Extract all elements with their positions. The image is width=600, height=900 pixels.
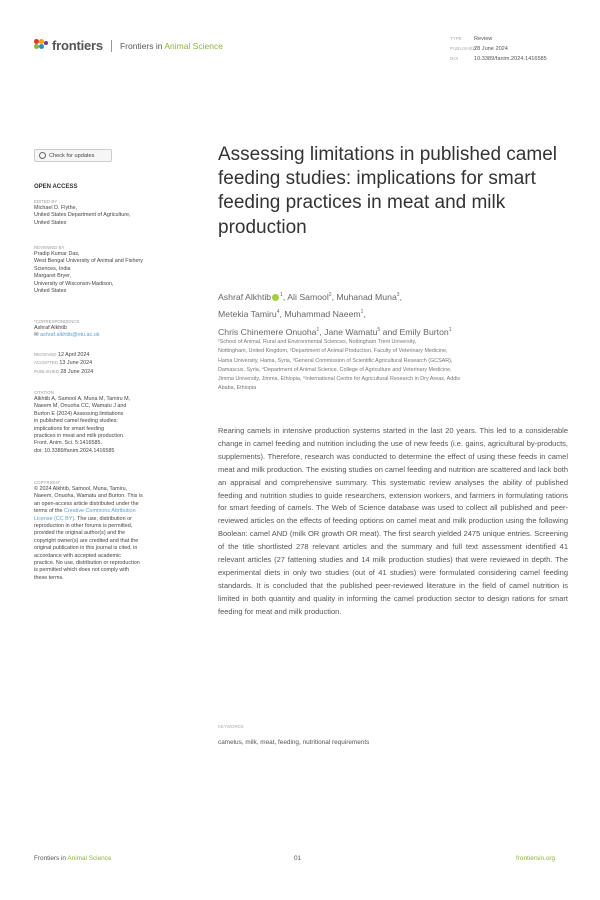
- correspondence-label: *CORRESPONDENCE: [34, 319, 80, 324]
- journal-name[interactable]: [120, 41, 223, 51]
- keywords: camelus, milk, meat, feeding, nutritional requirements: [218, 739, 370, 746]
- affiliation-ref: 5: [377, 326, 381, 333]
- open-access-label: OPEN ACCESS: [34, 184, 78, 190]
- citation-line: in published camel feeding studies:: [34, 418, 118, 425]
- meta-label: DOI: [450, 56, 459, 61]
- copyright-line: reproduction in other forums is permitted,: [34, 523, 133, 530]
- footer-site-link[interactable]: frontiersin.org: [516, 855, 556, 862]
- reviewer-line: University of Wisconsin-Madison,: [34, 280, 114, 287]
- date-published: [34, 368, 194, 376]
- brand-name: frontiers: [52, 38, 103, 53]
- footer-journal[interactable]: [34, 855, 111, 862]
- copyright-line: Naeem, Onuoha, Wamatu and Burton. This is: [34, 493, 143, 500]
- author-name[interactable]: Ali Samool: [287, 291, 329, 302]
- copyright-text: terms of the: [34, 508, 64, 515]
- copyright-text: . The use, distribution or: [74, 515, 132, 522]
- footer-journal-prefix: Frontiers in: [34, 855, 68, 862]
- correspondence-name: Ashraf Alkhtib: [34, 325, 67, 331]
- reviewer-line: Pradip Kumar Das,: [34, 251, 80, 257]
- meta-doi[interactable]: [450, 54, 547, 64]
- reviewer-line: Sciences, India: [34, 265, 71, 272]
- affiliation-line: Jimma University, Jimma, Ethiopia, ⁵International Centre for Agricultural Research in Dry Areas, Addis: [218, 376, 461, 383]
- article-title: Assessing limitations in published camel feeding studies: implications for smart feeding practices in meat and milk production: [218, 144, 557, 238]
- citation-line: Front. Anim. Sci. 5:1416585.: [34, 440, 103, 447]
- citation-line: Alkhtib A, Samool A, Muna M, Tamiru M,: [34, 396, 131, 402]
- refresh-icon: [39, 152, 46, 159]
- date-value: 12 April 2024: [57, 352, 90, 358]
- affiliation-line: Damascus, Syria, ⁴Department of Animal Science, College of Agriculture and Veterinary Medicine,: [218, 366, 452, 373]
- author-line: Ashraf Alkhtib $^1$, Ali Samool$^2$, Muhanad Muna$^3$,: [218, 291, 402, 302]
- copyright-line: © 2024 Alkhtib, Samool, Muna, Tamiru,: [34, 486, 128, 492]
- author-name[interactable]: and Emily Burton: [382, 326, 449, 337]
- editor-line: Michael D. Flythe,: [34, 205, 78, 211]
- affiliation-line: ¹School of Animal, Rural and Environmental Sciences, Nottingham Trent University,: [218, 339, 417, 345]
- affiliation-line: Ababa, Ethiopia: [218, 385, 257, 392]
- edited-by-block: [34, 198, 194, 227]
- affiliation-ref: 1: [448, 326, 452, 333]
- copyright-line: these terms.: [34, 574, 64, 581]
- citation-block: [34, 389, 194, 455]
- citation-line[interactable]: doi: 10.3389/fanim.2024.1416585: [34, 447, 115, 454]
- author-name[interactable]: Jane Wamatu: [324, 326, 378, 337]
- orcid-icon[interactable]: [272, 294, 279, 301]
- meta-published: [450, 44, 547, 54]
- edited-by-label: EDITED BY: [34, 199, 58, 204]
- meta-type: [450, 34, 547, 44]
- date-label: RECEIVED: [34, 352, 57, 357]
- copyright-line: original publication in this journal is cited, in: [34, 545, 138, 552]
- meta-label: PUBLISHED: [450, 46, 477, 51]
- cc-license-link[interactable]: License (CC BY): [34, 515, 75, 522]
- affiliation-ref: 2: [328, 292, 332, 298]
- journal-prefix: Frontiers in: [119, 40, 165, 51]
- copyright-line: provided the original author(s) and the: [34, 530, 126, 537]
- meta-label: TYPE: [450, 36, 462, 41]
- journal-header: [34, 38, 223, 53]
- citation-line: practices in meat and milk production.: [34, 433, 125, 440]
- journal-accent: Animal Science: [164, 40, 223, 51]
- article-meta: [450, 34, 547, 64]
- frontiers-logo-icon: [34, 39, 48, 53]
- dates-block: [34, 351, 194, 376]
- copyright-line: is permitted which does not comply with: [34, 567, 129, 574]
- correspondence-email-link[interactable]: ashraf.alkhtib@ntu.ac.uk: [40, 332, 100, 339]
- affiliations: [218, 338, 568, 394]
- page-number: 01: [294, 855, 302, 862]
- author-name[interactable]: Muhanad Muna: [336, 291, 397, 302]
- affiliation-ref: 1: [360, 309, 364, 316]
- copyright-label: COPYRIGHT: [34, 480, 61, 485]
- citation-line: Naeem M, Onuoha CC, Wamatu J and: [34, 403, 127, 410]
- copyright-line: [34, 508, 194, 515]
- abstract: Rearing camels in intensive production systems started in the last 20 years. This led to a considerable change in camel feeding and nutrition including the use of new feeds (i.e. gains, agricultural by-products, supplements). Therefore, research was conducted to determine the effect of using these feeds in camel meat and milk production. The existing studies on camel feeding and nutrition are scattered and lack both an appraisal and comprehensive summary. This systematic review analyses the ability of published feeding and nutrition studies to guide researchers, extension workers, and farmers in formulating rations for smart feeding of camels. The Web of Science database was used to collect all published and peer-reviewed articles on the effects of feeding options on camel meat and milk production using the following Boolean: camel AND (milk OR growth OR meat). The first search yielded 2475 unique entries. Screening of the title shortlisted 278 relevant articles and the summary and full text assessment identified 41 relevant articles (27 fattening studies and 14 milk production studies) that were reviewed in depth. The experimental diets in only two studies (out of 41 studies) were formulated considering camel feeding standards. It is concluded that the published peer-reviewed literature in the field of camel nutrition is limited in both quantity and quality in informing the camel production sector to design rations for smart feeding for meat and milk production.: [218, 426, 568, 616]
- date-value: 13 June 2024: [59, 360, 93, 367]
- cc-license-link[interactable]: Creative Commons Attribution: [63, 508, 136, 515]
- editor-line: United States Department of Agriculture,: [34, 212, 131, 219]
- affiliation-ref: 4: [276, 309, 280, 316]
- email-icon: ✉: [34, 332, 41, 339]
- date-received: [34, 351, 194, 359]
- header-divider: [111, 40, 112, 52]
- author-line: Metekia Tamiru$^4$, Muhammad Naeem$^1$,: [218, 309, 366, 320]
- footer-journal-accent: Animal Science: [67, 855, 112, 862]
- date-label: PUBLISHED: [34, 368, 59, 374]
- affiliation-ref: 3: [396, 292, 400, 298]
- affiliation-ref: 1: [316, 326, 320, 333]
- correspondence-block: [34, 318, 194, 340]
- check-updates-label: Check for updates: [49, 152, 95, 159]
- date-label: ACCEPTED: [34, 360, 58, 366]
- copyright-line: an open-access article distributed under the: [34, 500, 139, 507]
- author-name[interactable]: Muhammad Naeem: [284, 309, 361, 320]
- copyright-line: accordance with accepted academic: [34, 552, 121, 559]
- copyright-block: [34, 479, 194, 582]
- keywords-label: KEYWORDS: [218, 724, 244, 729]
- meta-value: Review: [474, 36, 493, 42]
- affiliation-line: Hama University, Hama, Syria, ³General Commission of Scientific Agricultural Research (GCSAR),: [218, 357, 453, 364]
- date-accepted: [34, 359, 194, 367]
- reviewed-by-label: REVIEWED BY: [34, 245, 65, 250]
- date-value: 28 June 2024: [60, 368, 94, 375]
- reviewer-line: West Bengal University of Animal and Fishery: [34, 258, 143, 265]
- reviewer-line: United States: [34, 288, 67, 295]
- affiliation-ref: 1: [280, 292, 283, 298]
- citation-label: CITATION: [34, 390, 54, 395]
- author-line: Chris Chinemere Onuoha$^1$, Jane Wamatu$^5$ and Emily Burton$^1$: [218, 326, 452, 337]
- meta-value[interactable]: 10.3389/fanim.2024.1416585: [474, 56, 547, 62]
- affiliation-line: Nottingham, United Kingdom, ²Department of Animal Production, Faculty of Veterinary Medicine,: [218, 348, 448, 355]
- reviewer-line: Margaret Bryer,: [34, 273, 72, 280]
- reviewed-by-block: [34, 244, 194, 295]
- citation-line: implications for smart feeding: [34, 425, 105, 432]
- copyright-line: practice. No use, distribution or reproduction: [34, 560, 140, 567]
- author-name[interactable]: Ashraf Alkhtib: [218, 291, 272, 302]
- author-name[interactable]: Chris Chinemere Onuoha: [218, 326, 317, 337]
- citation-line: Burton E (2024) Assessing limitations: [34, 410, 124, 417]
- correspondence-email-row[interactable]: [34, 332, 194, 339]
- editor-line: United States: [34, 219, 67, 226]
- check-for-updates-button[interactable]: [34, 149, 112, 162]
- author-name[interactable]: Metekia Tamiru: [218, 309, 277, 320]
- copyright-line: copyright owner(s) are credited and that the: [34, 537, 139, 544]
- copyright-line: [34, 516, 194, 523]
- meta-value: 28 June 2024: [474, 46, 508, 52]
- author-list: [218, 288, 578, 340]
